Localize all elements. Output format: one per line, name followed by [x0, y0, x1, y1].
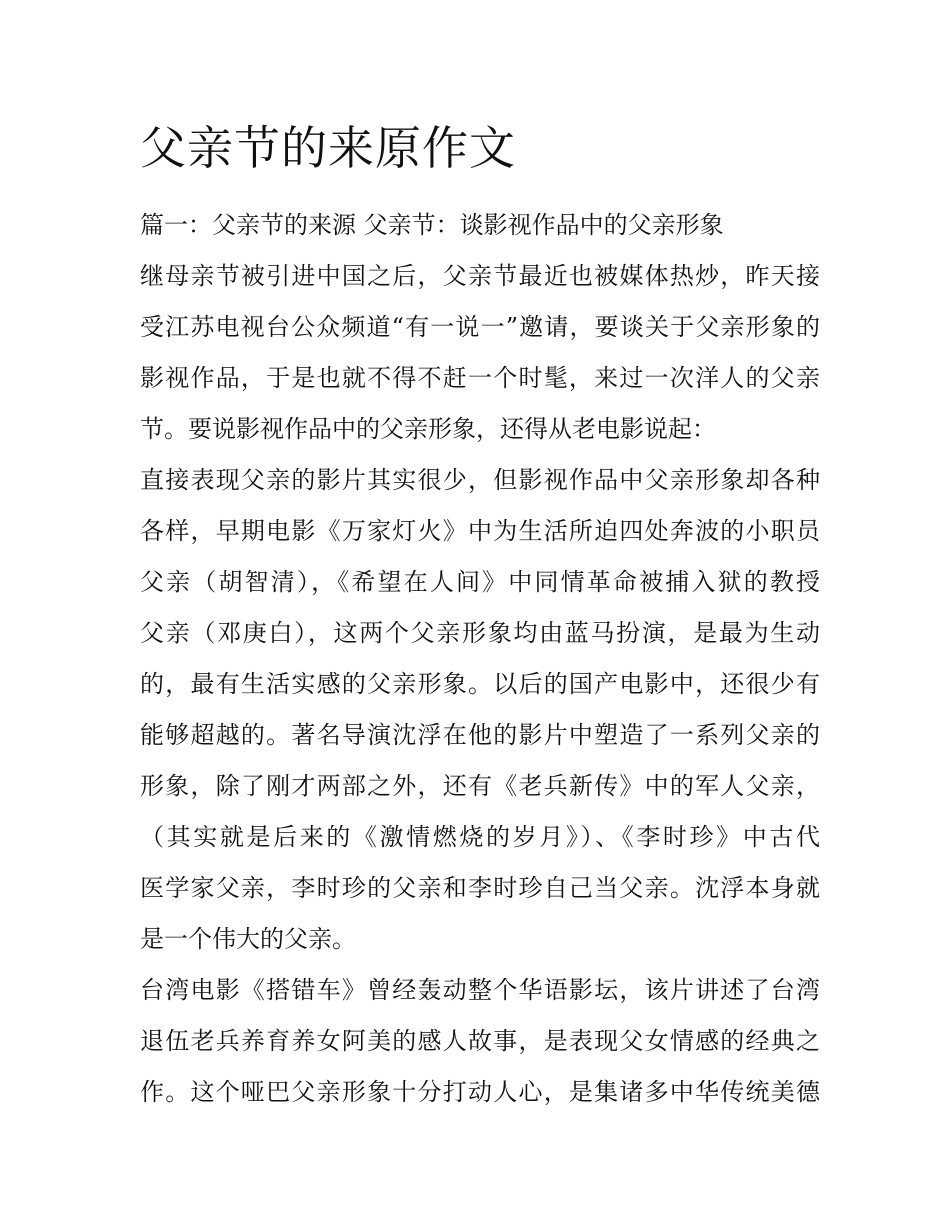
paragraph-2-line-7: 形象，除了刚才两部之外，还有《老兵新传》中的军人父亲，: [140, 772, 820, 800]
paragraph-1-line-1: 继母亲节被引进中国之后，父亲节最近也被媒体热炒，昨天接: [140, 262, 820, 290]
paragraph-1-line-4: 节。要说影视作品中的父亲形象，还得从老电影说起：: [140, 415, 716, 443]
document-body: [140, 200, 820, 1118]
document-title: 父亲节的来原作文: [140, 121, 516, 175]
paragraph-2-line-4: 父亲（邓庚白），这两个父亲形象均由蓝马扮演，是最为生动: [140, 619, 820, 647]
paragraph-2-line-5: 的，最有生活实感的父亲形象。以后的国产电影中，还很少有: [140, 670, 820, 698]
paragraph-3-line-1: 台湾电影《搭错车》曾经轰动整个华语影坛，该片讲述了台湾: [140, 976, 820, 1004]
paragraph-2-line-10: 是一个伟大的父亲。: [140, 925, 356, 953]
section-heading: 篇一：父亲节的来源 父亲节：谈影视作品中的父亲形象: [140, 211, 724, 239]
paragraph-3-line-3: 作。这个哑巴父亲形象十分打动人心，是集诸多中华传统美德: [140, 1078, 820, 1106]
paragraph-2-line-1: 直接表现父亲的影片其实很少，但影视作品中父亲形象却各种: [140, 466, 820, 494]
paragraph-1-line-3: 影视作品，于是也就不得不赶一个时髦，来过一次洋人的父亲: [140, 364, 820, 392]
paragraph-2-line-6: 能够超越的。著名导演沈浮在他的影片中塑造了一系列父亲的: [140, 721, 820, 749]
paragraph-2-line-8: （其实就是后来的《激情燃烧的岁月》）、《李时珍》中古代: [140, 823, 820, 851]
paragraph-1-line-2: 受江苏电视台公众频道“有一说一”邀请，要谈关于父亲形象的: [140, 313, 820, 341]
paragraph-2-line-2: 各样，早期电影《万家灯火》中为生活所迫四处奔波的小职员: [140, 517, 820, 545]
paragraph-2-line-3: 父亲（胡智清），《希望在人间》中同情革命被捕入狱的教授: [140, 568, 820, 596]
paragraph-2-line-9: 医学家父亲，李时珍的父亲和李时珍自己当父亲。沈浮本身就: [140, 874, 820, 902]
paragraph-3-line-2: 退伍老兵养育养女阿美的感人故事，是表现父女情感的经典之: [140, 1027, 820, 1055]
